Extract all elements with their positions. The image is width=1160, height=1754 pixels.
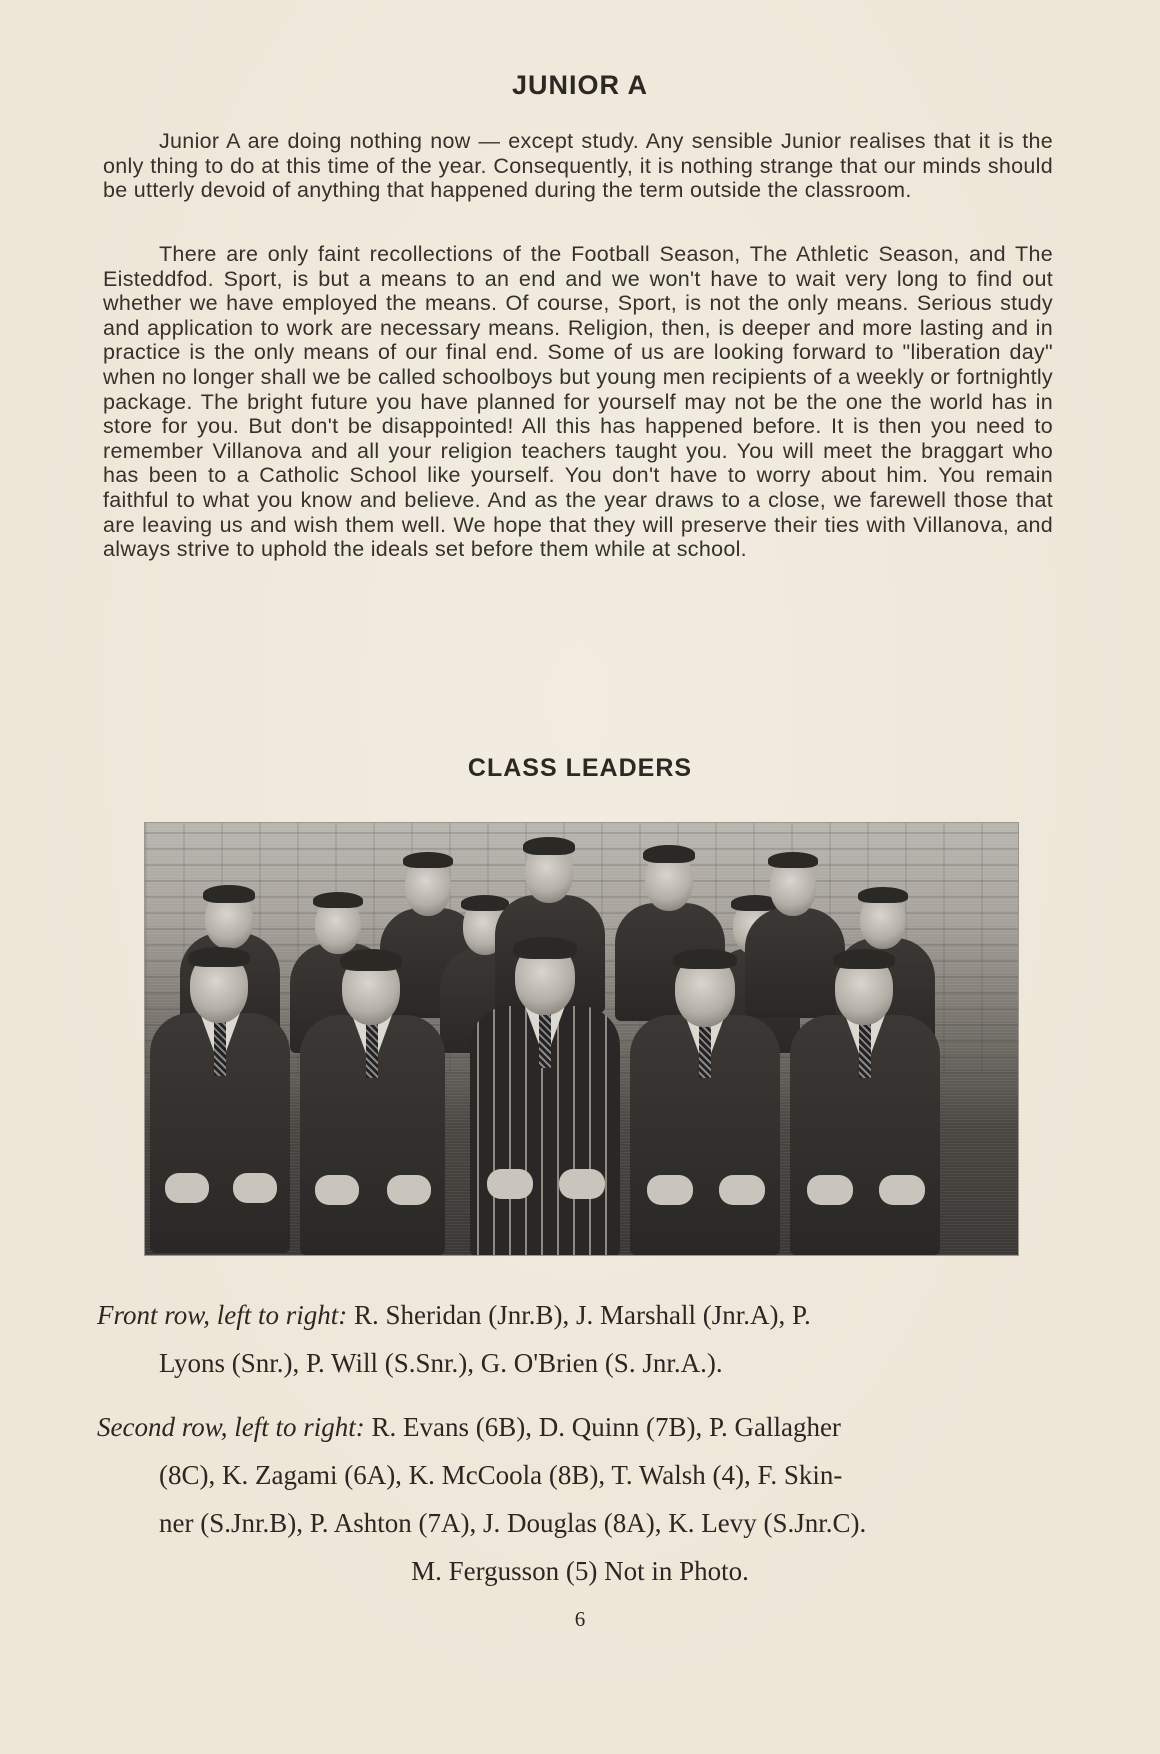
front-row-label: Front row, left to right: — [97, 1300, 348, 1330]
not-in-photo-note: M. Fergusson (5) Not in Photo. — [411, 1556, 749, 1586]
student-figure-front — [145, 943, 295, 1255]
student-figure-front — [295, 943, 450, 1255]
front-row-caption — [97, 1291, 977, 1387]
second-row-caption — [97, 1403, 977, 1547]
class-leaders-heading: CLASS LEADERS — [467, 754, 693, 782]
page-number: 6 — [574, 1607, 586, 1631]
second-row-names-3: ner (S.Jnr.B), P. Ashton (7A), J. Douglas (8A), K. Levy (S.Jnr.C). — [159, 1508, 867, 1538]
junior-a-heading: JUNIOR A — [511, 70, 648, 100]
paragraph-2 — [103, 242, 1053, 562]
front-row-names-1: R. Sheridan (Jnr.B), J. Marshall (Jnr.A), P. — [347, 1300, 811, 1330]
student-figure-front — [625, 943, 785, 1255]
front-row-names-2: Lyons (Snr.), P. Will (S.Snr.), G. O'Brien (S. Jnr.A.). — [159, 1348, 723, 1378]
second-row-names-1: R. Evans (6B), D. Quinn (7B), P. Gallagher — [364, 1412, 841, 1442]
paragraph-1 — [103, 129, 1053, 203]
paragraph-2-text: There are only faint recollections of the Football Season, The Athletic Season, and The Eisteddfod. Sport, is but a means to an end and we won't have to wait very long to find out whether we have employed the means. Of course, Sport, is not the only means. Serious study and application to work are necessary means. Religion, then, is deeper and more lasting and in practice is the only means of our final end. Some of us are looking forward to "liberation day" when no longer shall we be called schoolboys but young men recipients of a weekly or fortnightly package. The bright future you have planned for yourself may not be the one the world has in store for you. But don't be disappointed! All this has happened before. It is then you need to remember Villanova and all your religion teachers taught you. You will meet the braggart who has been to a Catholic School like yourself. You don't have to worry about him. You remain faithful to what you know and believe. And as the year draws to a close, we farewell those that are leaving us and wish them well. We hope that they will preserve their ties with Villanova, and always strive to uphold the ideals set before them while at school. — [103, 242, 1053, 562]
student-figure-front — [785, 943, 945, 1255]
class-leaders-photo — [144, 822, 1019, 1256]
second-row-label: Second row, left to right: — [97, 1412, 365, 1442]
student-figure-front — [465, 931, 625, 1255]
second-row-names-2: (8C), K. Zagami (6A), K. McCoola (8B), T. Walsh (4), F. Skin- — [159, 1460, 843, 1490]
paragraph-1-text: Junior A are doing nothing now — except study. Any sensible Junior realises that it is the only thing to do at this time of the year. Consequently, it is nothing strange that our minds should be utterly devoid of anything that happened during the term outside the classroom. — [103, 129, 1053, 203]
